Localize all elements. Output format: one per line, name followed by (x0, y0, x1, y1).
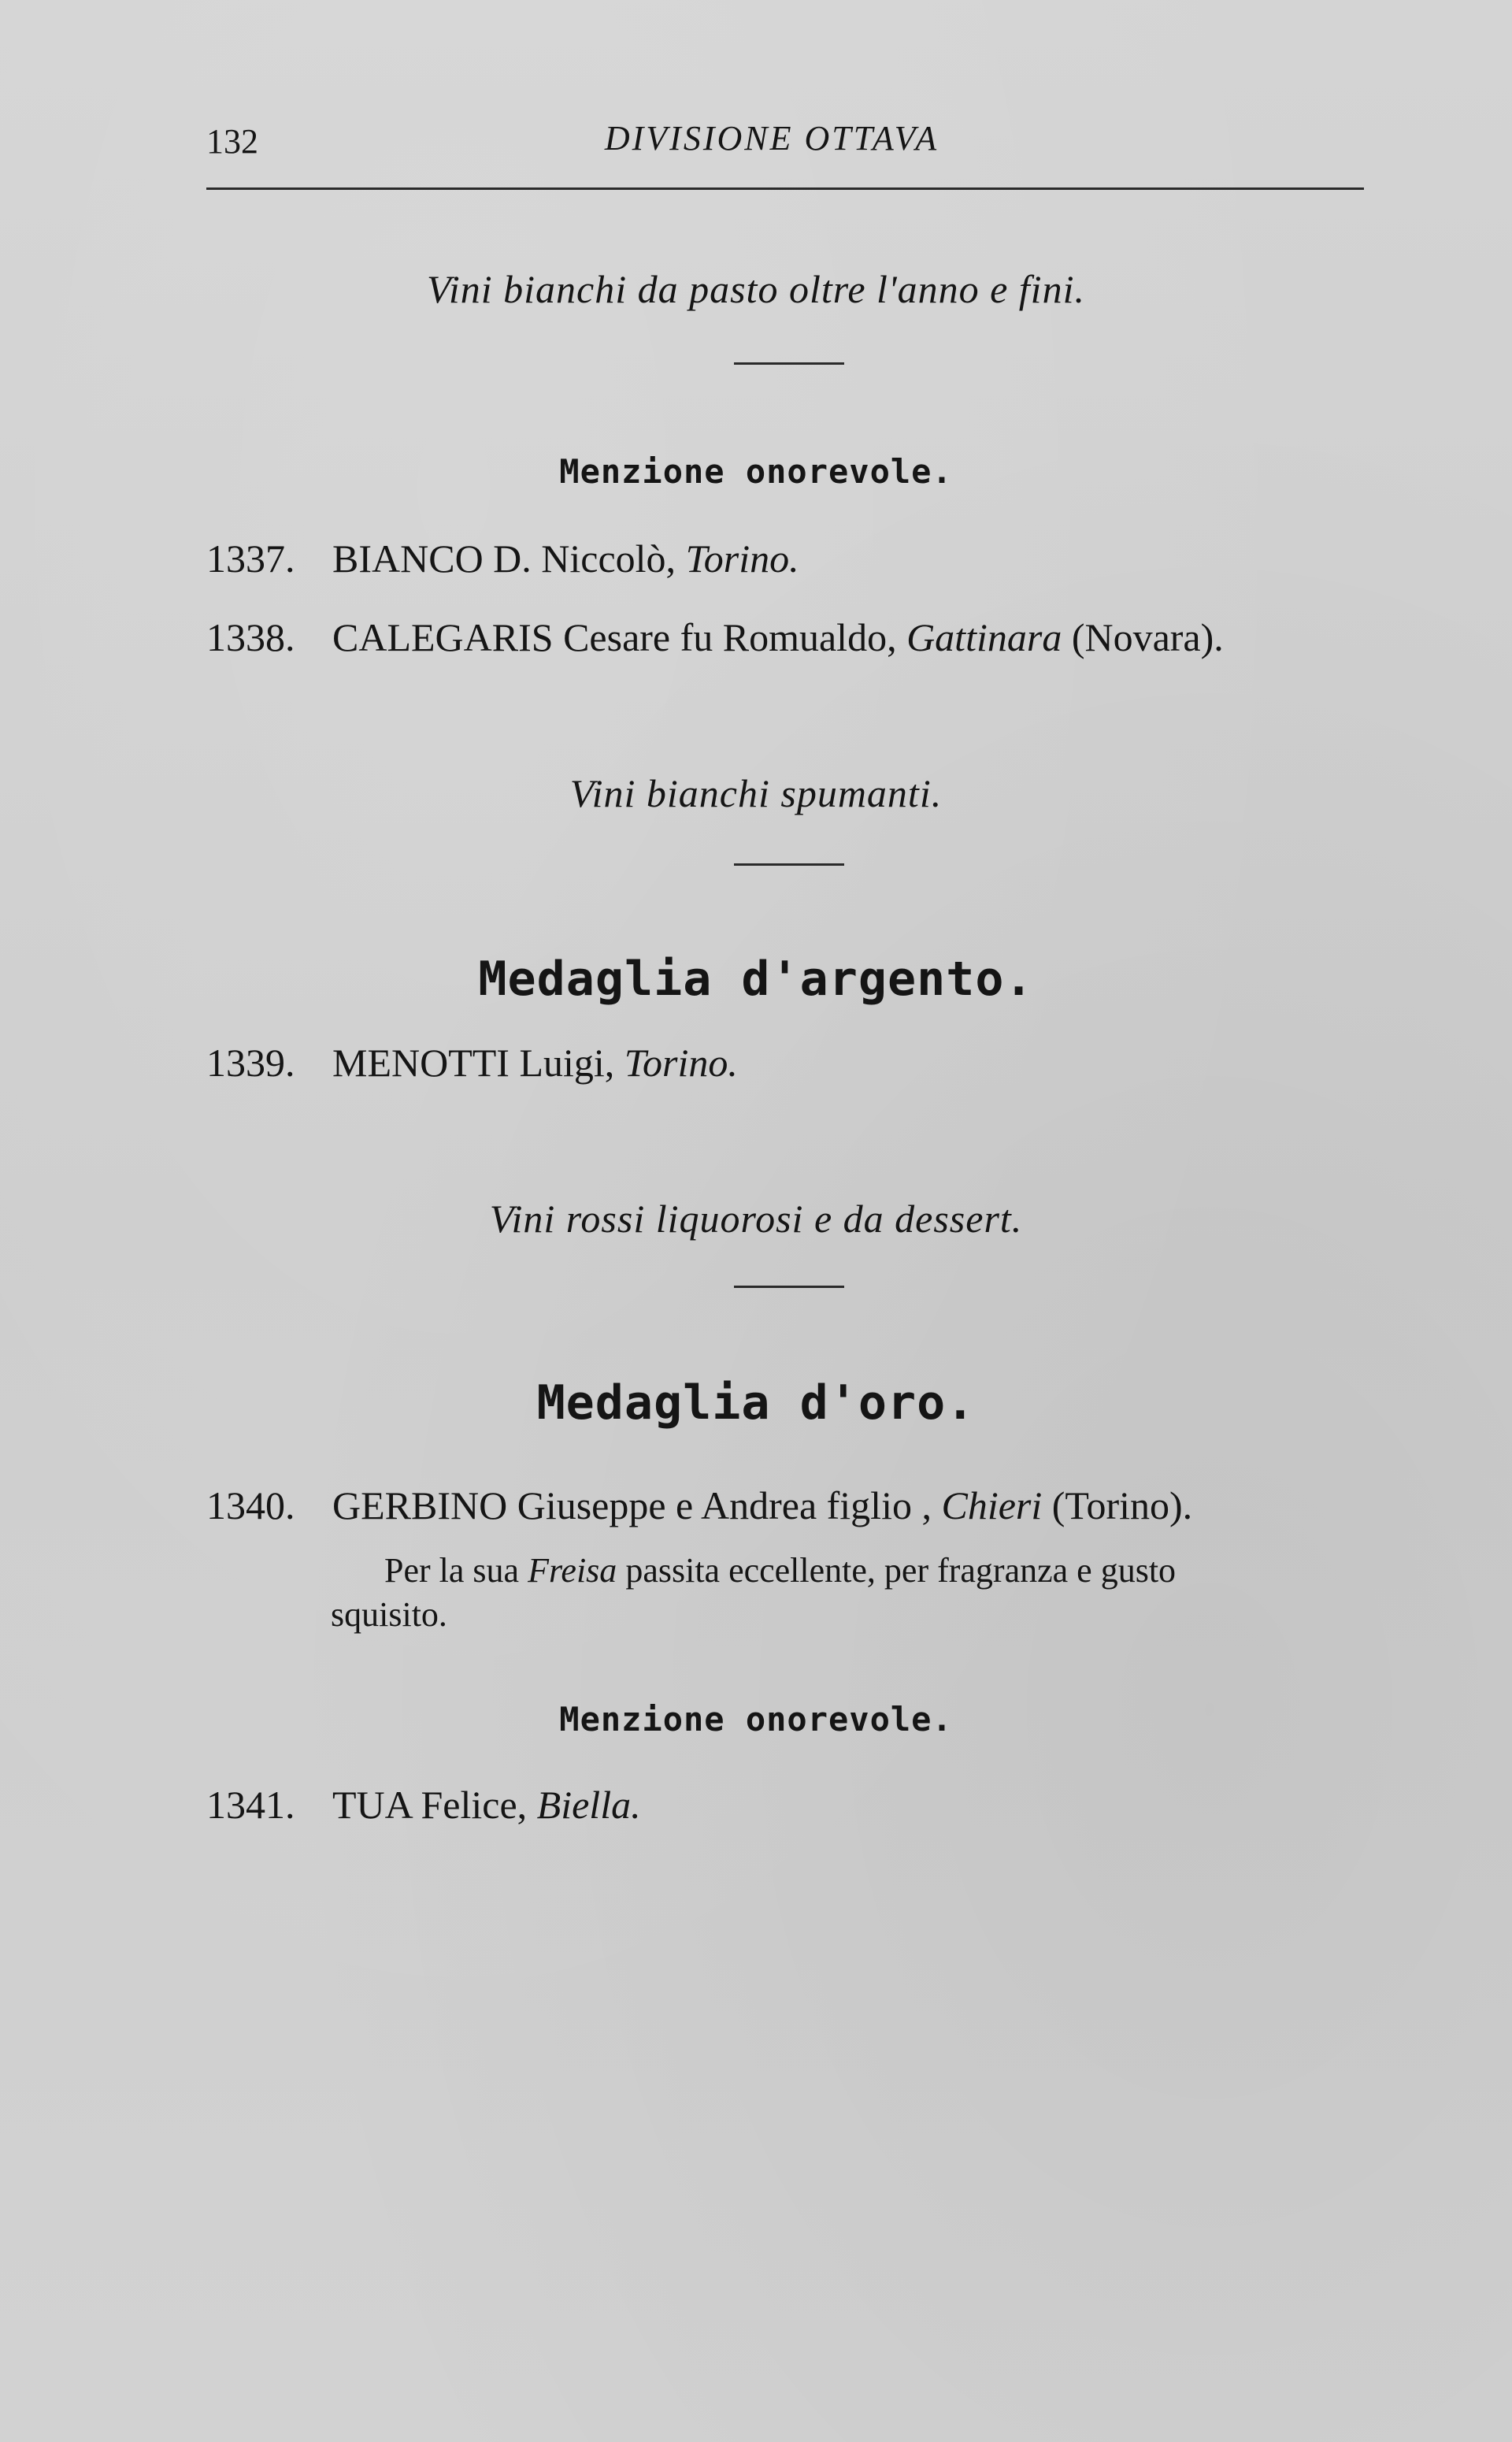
entry-name: TUA Felice, (332, 1783, 528, 1827)
list-item-1337 (206, 536, 799, 581)
entry-note-line-1 (384, 1550, 1176, 1590)
entry-name: GERBINO Giuseppe e Andrea figlio , (332, 1483, 932, 1527)
entry-place: Gattinara (906, 615, 1062, 659)
note-italic-text: Freisa (528, 1551, 617, 1590)
entry-number: 1341. (206, 1783, 295, 1827)
entry-province: (Torino). (1051, 1483, 1193, 1527)
entry-number: 1337. (206, 536, 295, 581)
award-menzione-onorevole: Menzione onorevole. (559, 1700, 953, 1739)
list-item-1340 (206, 1483, 1192, 1528)
entry-place: Torino. (685, 536, 799, 581)
section-title-vini-rossi-liquorosi: Vini rossi liquorosi e da dessert. (489, 1197, 1023, 1241)
section-divider (734, 1286, 844, 1288)
list-item-1338 (206, 614, 1224, 660)
section-divider (734, 362, 844, 365)
entry-number: 1338. (206, 615, 295, 659)
entry-name: MENOTTI Luigi, (332, 1041, 615, 1085)
header-rule (206, 187, 1364, 190)
section-title-vini-bianchi-da-pasto: Vini bianchi da pasto oltre l'anno e fini. (427, 267, 1085, 311)
note-text: Per la sua (384, 1551, 520, 1590)
entry-number: 1339. (206, 1041, 295, 1085)
award-medaglia-argento: Medaglia d'argento. (478, 952, 1034, 1007)
running-title: DIVISIONE OTTAVA (604, 119, 939, 158)
entry-name: BIANCO D. Niccolò, (332, 536, 676, 581)
entry-place: Torino. (624, 1041, 738, 1085)
section-title-vini-bianchi-spumanti: Vini bianchi spumanti. (569, 771, 943, 815)
list-item-1341 (206, 1782, 641, 1828)
entry-place: Chieri (941, 1483, 1043, 1527)
award-menzione-onorevole: Menzione onorevole. (559, 452, 953, 491)
entry-note-line-2: squisito. (331, 1595, 447, 1634)
entry-number: 1340. (206, 1483, 295, 1527)
award-medaglia-oro: Medaglia d'oro. (536, 1375, 976, 1431)
entry-province: (Novara). (1071, 615, 1224, 659)
note-text: passita eccellente, per fragranza e gusto (625, 1551, 1177, 1590)
entry-name: CALEGARIS Cesare fu Romualdo, (332, 615, 897, 659)
list-item-1339 (206, 1040, 738, 1086)
entry-place: Biella. (536, 1783, 641, 1827)
page-number: 132 (206, 122, 258, 161)
section-divider (734, 863, 844, 866)
